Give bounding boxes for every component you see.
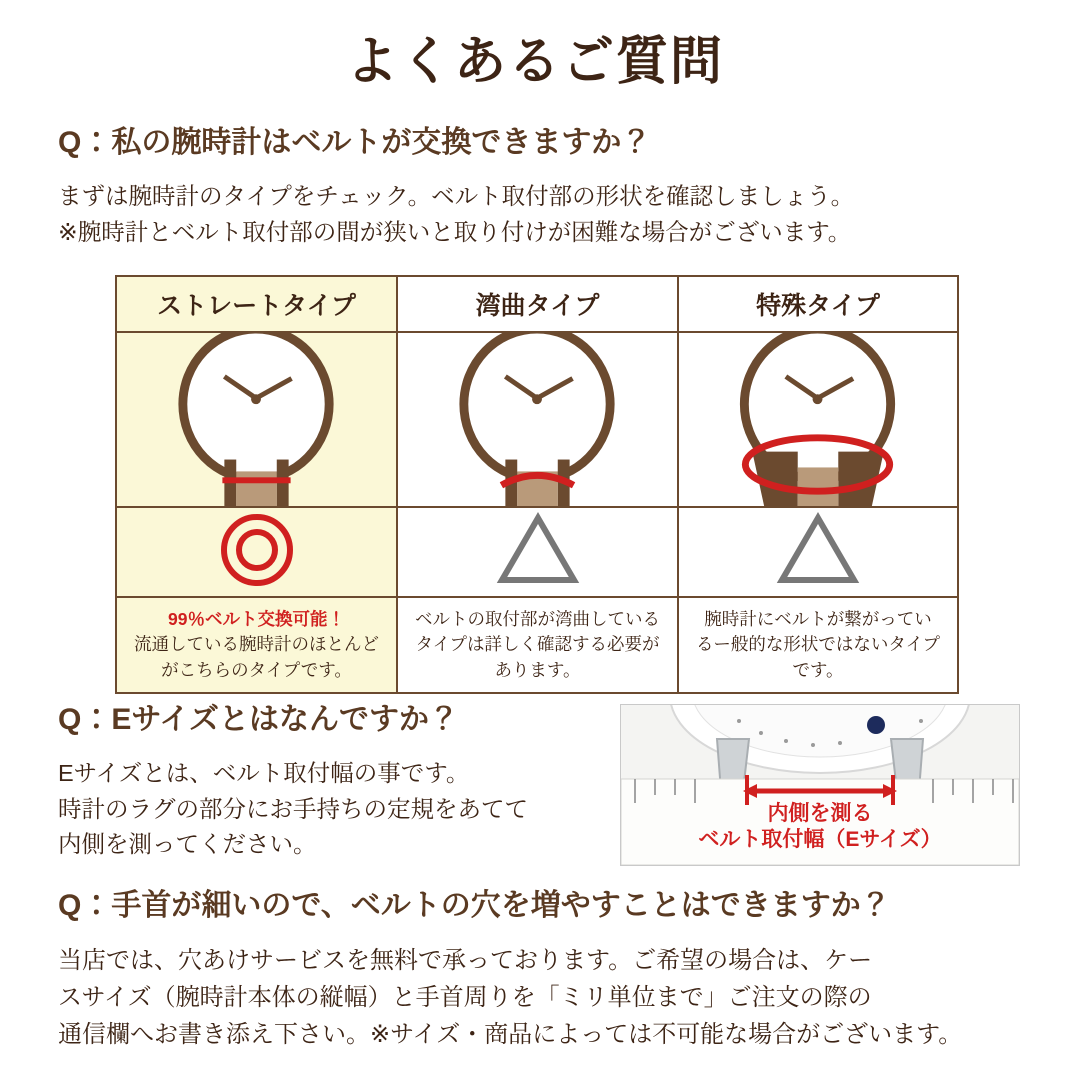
faq-item-1 [58, 125, 1018, 250]
table-header-straight: ストレートタイプ [116, 276, 397, 332]
verdict-straight [116, 507, 397, 597]
illustration-straight [116, 332, 397, 507]
q2-body-line3: 内側を測ってください。 [58, 831, 317, 858]
e-size-photo [620, 704, 1020, 866]
description-straight [116, 597, 397, 693]
description-curved [397, 597, 678, 693]
q1-body [58, 179, 1018, 250]
q3-body-line3: 通信欄へお書き添え下さい。※サイズ・商品によっては不可能な場合がございます。 [58, 1021, 963, 1049]
watch-curved-icon [398, 333, 677, 506]
q3-body [58, 942, 1023, 1054]
description-special-line3: です。 [792, 659, 844, 680]
description-special-line2: るー般的な形状ではないタイプ [695, 634, 941, 655]
table-row-headers [116, 276, 958, 332]
q2-prefix: Q： [58, 703, 112, 736]
double-circle-icon [215, 510, 299, 590]
q1-body-line2: ※腕時計とベルト取付部の間が狭いと取り付けが困難な場合がございます。 [58, 218, 852, 245]
q1-heading-text: 私の腕時計はベルトが交換できますか？ [111, 126, 652, 159]
table-row-descriptions [116, 597, 958, 693]
q3-heading-text: 手首が細いので、ベルトの穴を増やすことはできますか？ [111, 889, 891, 922]
q2-body [58, 756, 618, 863]
q2-body-line1: Eサイズとは、ベルト取付幅の事です。 [58, 760, 470, 786]
q3-body-line1: 当店では、穴あけサービスを無料で承っております。ご希望の場合は、ケー [58, 947, 873, 974]
watch-type-table [115, 275, 959, 694]
q1-prefix: Q： [58, 126, 112, 159]
photo-caption-line2: ベルト取付幅（Eサイズ） [698, 828, 942, 852]
description-special [678, 597, 958, 693]
triangle-icon [496, 510, 580, 590]
illustration-special [678, 332, 958, 507]
q3-prefix: Q： [58, 889, 112, 922]
description-curved-line2: タイプは詳しく確認する必要が [415, 634, 660, 655]
table-header-curved: 湾曲タイプ [397, 276, 678, 332]
q2-body-line2: 時計のラグの部分にお手持ちの定規をあてて [58, 795, 528, 822]
triangle-icon [776, 510, 860, 590]
q2-heading [58, 702, 618, 738]
q3-heading [58, 888, 1023, 924]
table-row-illustrations [116, 332, 958, 507]
q2-heading-text: Eサイズとはなんですか？ [111, 703, 459, 736]
illustration-curved [397, 332, 678, 507]
description-curved-line3: あります。 [494, 659, 581, 680]
description-straight-line1: 流通している腕時計のほとんど [134, 634, 379, 655]
verdict-curved [397, 507, 678, 597]
watch-straight-icon [117, 333, 396, 506]
description-straight-line2: がこちらのタイプです。 [161, 659, 352, 680]
photo-caption [621, 801, 1019, 854]
watch-special-icon [679, 333, 957, 506]
description-straight-highlight: 99％ベルト交換可能！ [168, 608, 345, 629]
q1-body-line1: まずは腕時計のタイプをチェック。ベルト取付部の形状を確認しましょう。 [58, 183, 855, 209]
faq-item-2 [58, 702, 618, 863]
description-special-line1: 腕時計にベルトが繋がってい [704, 608, 932, 629]
q3-body-line2: スサイズ（腕時計本体の縦幅）と手首周りを「ミリ単位まで」ご注文の際の [58, 984, 872, 1012]
photo-caption-line1: 内側を測る [767, 802, 873, 825]
description-curved-line1: ベルトの取付部が湾曲している [415, 608, 660, 629]
table-header-special: 特殊タイプ [678, 276, 958, 332]
page-title: よくあるご質問 [345, 33, 724, 91]
faq-item-3 [58, 888, 1023, 1054]
table-row-verdicts [116, 507, 958, 597]
verdict-special [678, 507, 958, 597]
q1-heading [58, 125, 1018, 161]
